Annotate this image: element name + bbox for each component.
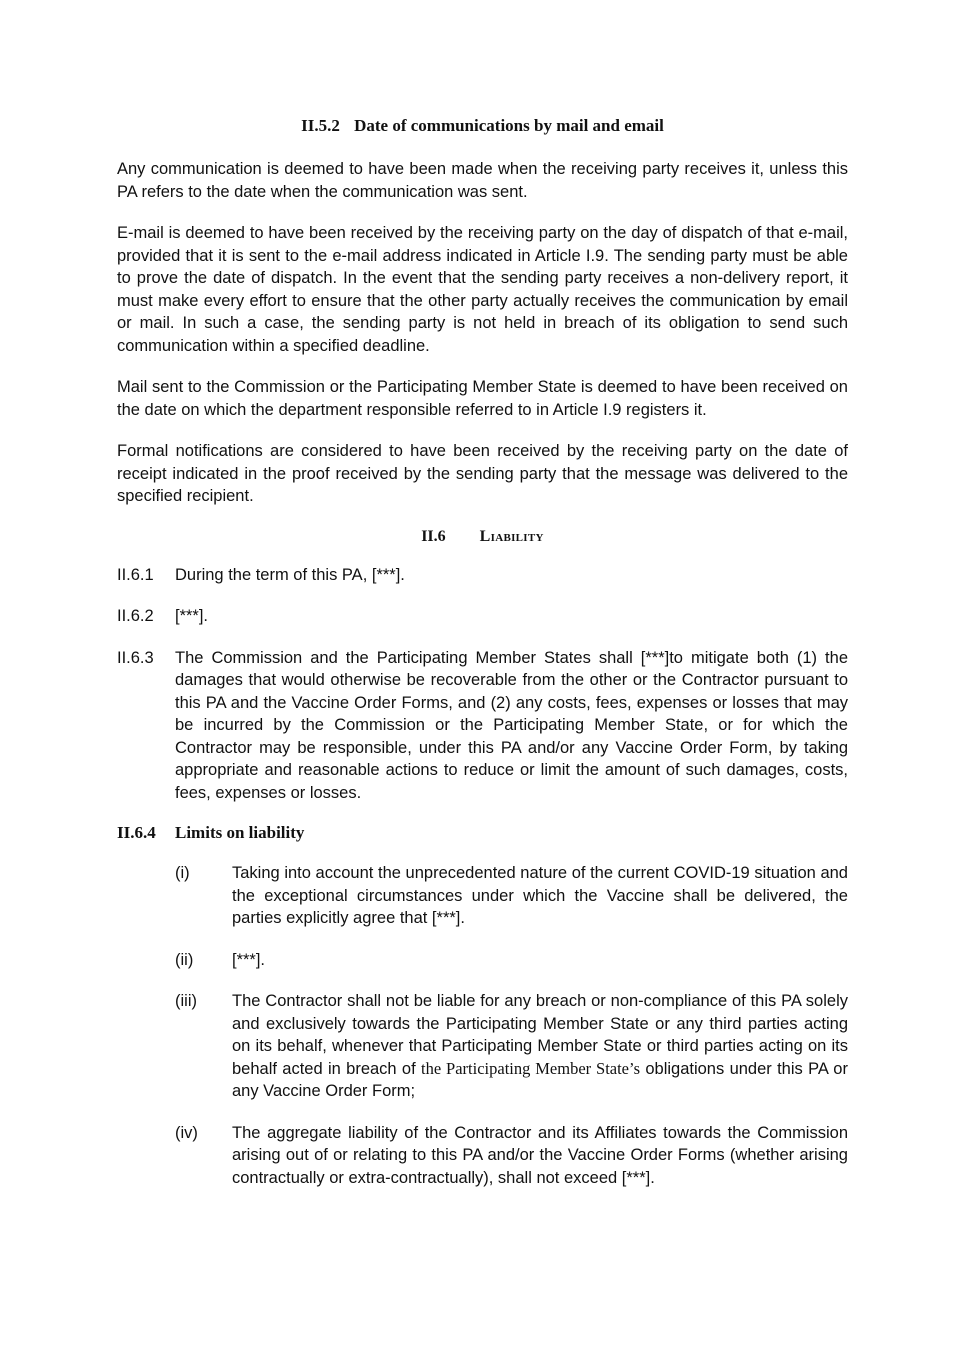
clause bbox=[117, 647, 848, 805]
section-heading-2-5-2 bbox=[117, 116, 848, 136]
item-text: Taking into account the unprecedented nature of the current COVID-19 situation and the exceptional circumstances under which the Vaccine shall be delivered, the parties explicitly agree that [***]. bbox=[232, 864, 848, 927]
item-number: (iv) bbox=[175, 1123, 198, 1142]
section-title: Liability bbox=[479, 527, 544, 545]
section-number: II.6 bbox=[421, 527, 446, 545]
subsection-number: II.6.4 bbox=[117, 823, 156, 842]
paragraph: Mail sent to the Commission or the Participating Member State is deemed to have been received on the date on which the department responsible referred to in Article I.9 registers it. bbox=[117, 378, 848, 419]
item-text-serif-part: the Participating Member State’s bbox=[421, 1058, 641, 1078]
item-text bbox=[232, 990, 848, 1103]
clause-text: [***]. bbox=[175, 607, 209, 625]
section-number: II.5.2 bbox=[301, 116, 340, 135]
section-title: Date of communications by mail and email bbox=[354, 116, 664, 135]
clause bbox=[117, 564, 848, 587]
subsection-title: Limits on liability bbox=[175, 823, 305, 842]
list-item bbox=[175, 990, 848, 1103]
item-number: (i) bbox=[175, 864, 190, 882]
paragraph: E-mail is deemed to have been received by the receiving party on the day of dispatch of that e-mail, provided that it is sent to the e-mail address indicated in Article I.9. The sending party must be able to prove the date of dispatch. In the event that the sending party receives a non-delivery report, it must make every effort to ensure that the other party actually receives the communication by email or mail. In such a case, the sending party is not held in breach of its obligation to send such communication within a specified deadline. bbox=[117, 224, 848, 355]
item-text-part: obligations under this PA or any Vaccine Order Form; bbox=[232, 1059, 848, 1100]
paragraph: Any communication is deemed to have been made when the receiving party receives it, unless this PA refers to the date when the communication was sent. bbox=[117, 160, 848, 201]
item-text: The aggregate liability of the Contractor and its Affiliates towards the Commission arising out of or relating to this PA and/or the Vaccine Order Forms (whether arising contractually or extra-contractually), shall not exceed [***]. bbox=[232, 1123, 848, 1187]
clause-number: II.6.2 bbox=[117, 607, 154, 625]
clause-text: During the term of this PA, [***]. bbox=[175, 565, 405, 584]
document-page bbox=[117, 116, 848, 1208]
list-item bbox=[175, 949, 848, 972]
clause-number: II.6.3 bbox=[117, 648, 154, 667]
item-number: (ii) bbox=[175, 950, 194, 969]
list-item bbox=[175, 1122, 848, 1190]
section-heading-liability bbox=[117, 528, 848, 546]
list-item bbox=[175, 862, 848, 930]
item-text: [***]. bbox=[232, 950, 266, 969]
clause-number: II.6.1 bbox=[117, 565, 154, 584]
paragraph: Formal notifications are considered to have been received by the receiving party on the date of receipt indicated in the proof received by the sending party that the message was delivered to the specified recipient. bbox=[117, 442, 848, 505]
subsection-heading-limits bbox=[117, 823, 848, 843]
item-number: (iii) bbox=[175, 992, 197, 1010]
clause-text: The Commission and the Participating Member States shall [***]to mitigate both (1) the damages that would otherwise be recoverable from the other or the Contractor pursuant to this PA and the Vaccine Order Forms, and (2) any costs, fees, expenses or losses that may be incurred by the Commission or the Participating Member State, or for which the Contractor may be responsible, under this PA and/or any Vaccine Order Form, by taking appropriate and reasonable actions to reduce or limit the amount of such damages, costs, fees, expenses or losses. bbox=[175, 648, 848, 802]
clause bbox=[117, 605, 848, 628]
item-text-part: The Contractor shall not be liable for any breach or non-compliance of this PA solely and exclusively towards the Participating Member State or any third parties acting on its behalf, whenever that Participating Member State or third parties acting on its behalf acted in breach of bbox=[232, 992, 848, 1078]
